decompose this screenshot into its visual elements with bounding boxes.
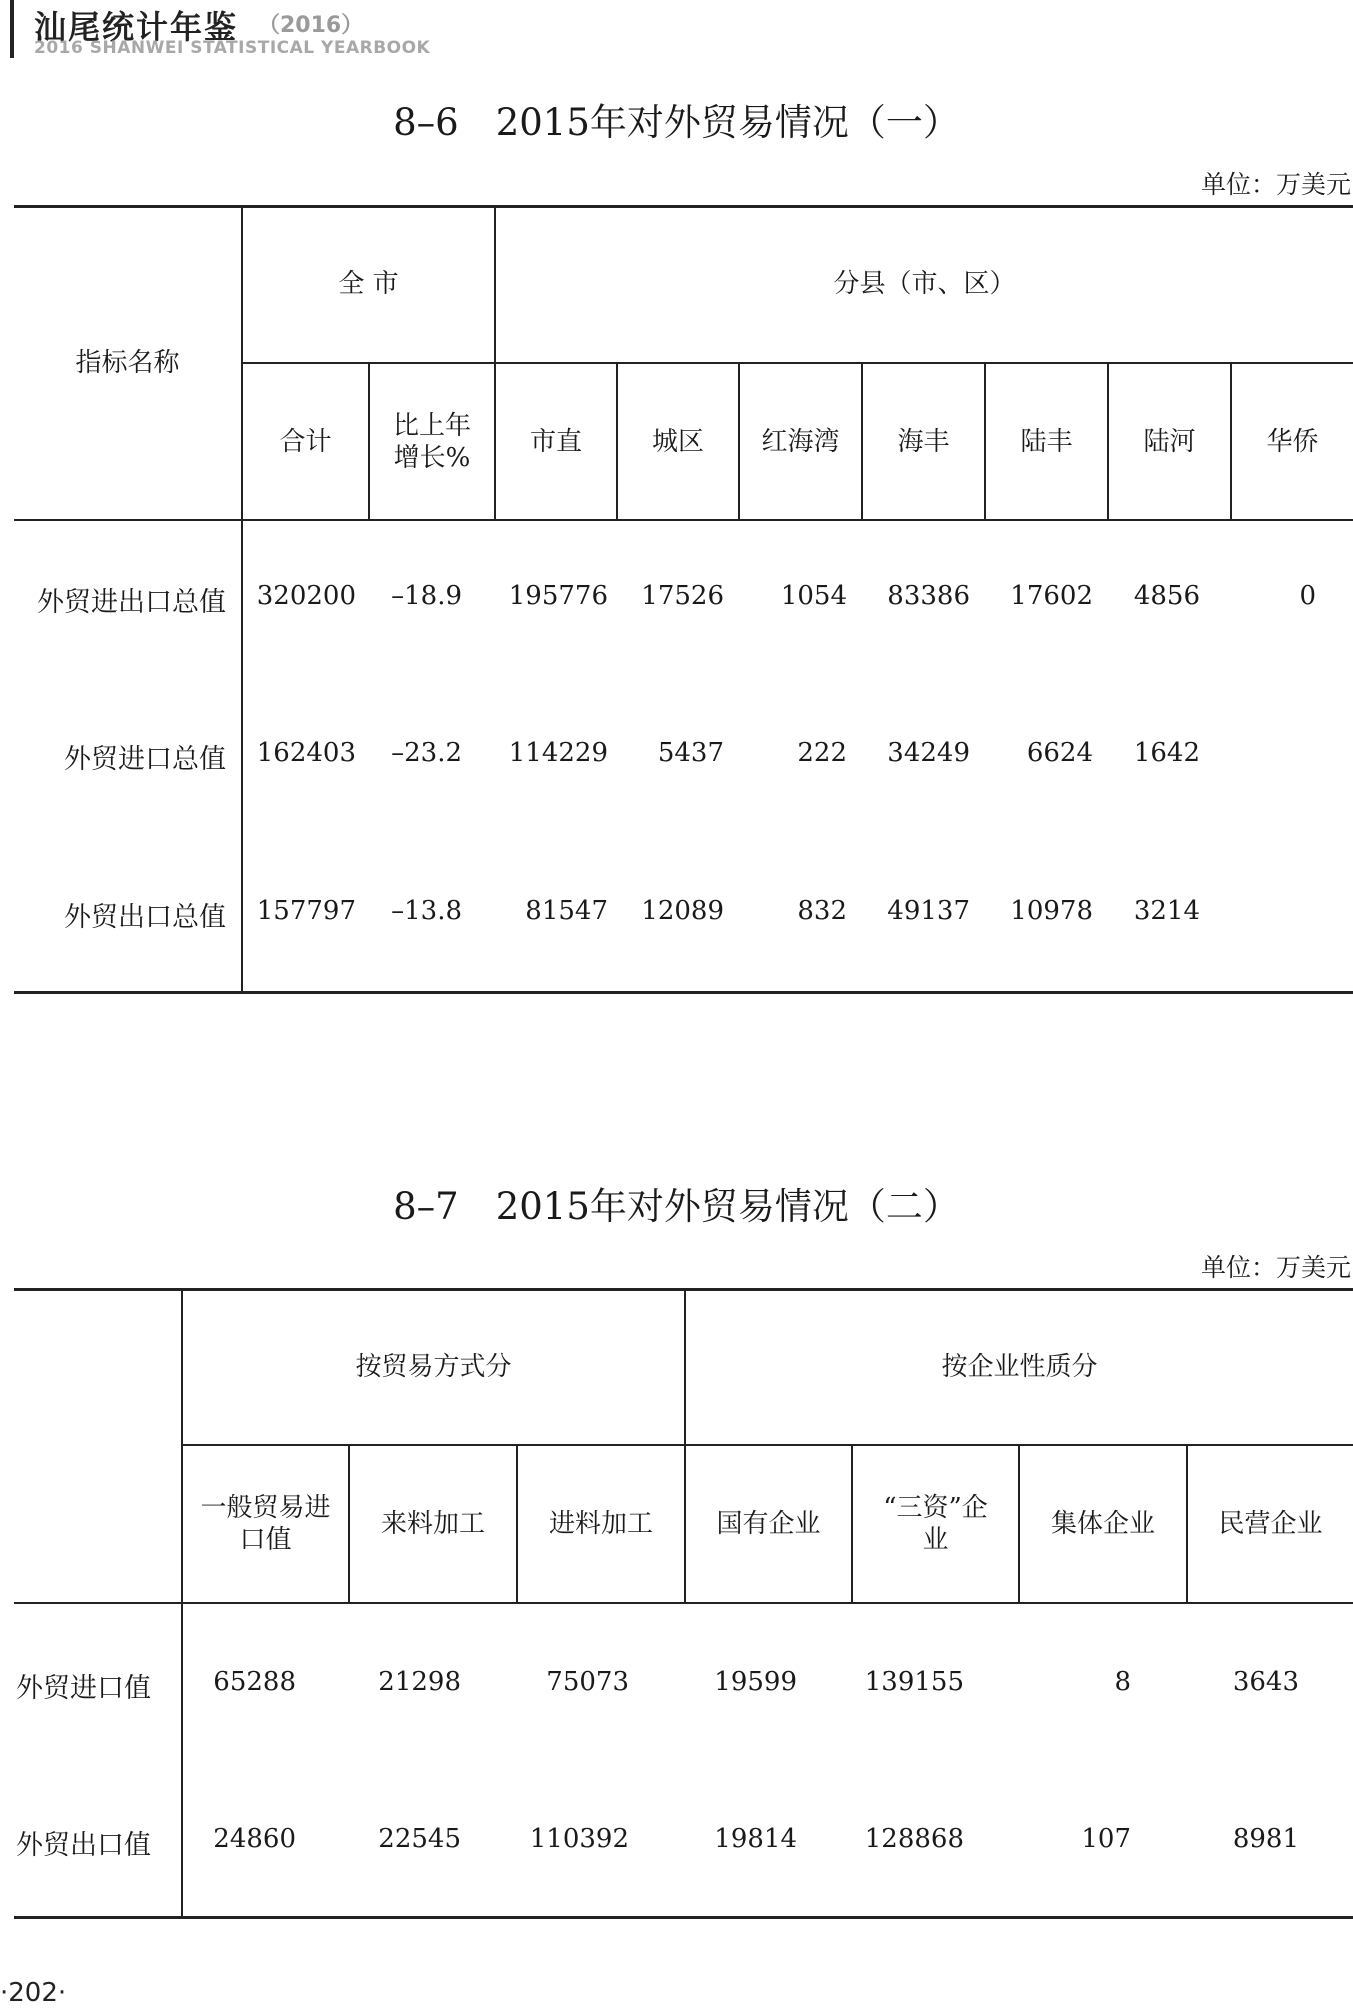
col-header: 集体企业 <box>1050 1509 1155 1539</box>
cell-value: 17602 <box>1010 581 1093 611</box>
group-county-header: 分县（市、区） <box>833 269 1016 299</box>
cell-value: 49137 <box>887 896 970 926</box>
cell-value: 3214 <box>1133 896 1200 926</box>
cell-value: 157797 <box>256 896 356 926</box>
cell-value: 8981 <box>1232 1824 1299 1854</box>
cell-value: 0 <box>1299 581 1316 611</box>
yearbook-title: 汕尾统计年鉴 <box>34 8 239 46</box>
cell-value: 114229 <box>508 738 608 768</box>
col-header: 来料加工 <box>380 1509 485 1539</box>
col-total-header: 合计 <box>279 426 332 457</box>
cell-value: 4856 <box>1133 581 1200 611</box>
table2-title: 8–7 2015年对外贸易情况（二） <box>393 1185 960 1228</box>
cell-value: 6624 <box>1026 738 1093 768</box>
cell-value: 10978 <box>1010 896 1093 926</box>
cell-value: 65288 <box>213 1667 296 1697</box>
col-header: “三资”企 业 <box>883 1493 988 1555</box>
group-trade-header: 按贸易方式分 <box>355 1352 512 1382</box>
table1-title: 8–6 2015年对外贸易情况（一） <box>393 101 960 144</box>
indicator-header: 指标名称 <box>75 347 180 378</box>
cell-value: 139155 <box>864 1667 964 1697</box>
cell-value: 24860 <box>213 1824 296 1854</box>
cell-value: –23.2 <box>391 738 462 768</box>
col-header: 一般贸易进 口值 <box>200 1493 331 1555</box>
cell-value: 222 <box>797 738 847 768</box>
col-county-header: 海丰 <box>897 426 950 457</box>
row-label: 外贸出口总值 <box>64 902 226 933</box>
cell-value: –18.9 <box>391 581 462 611</box>
col-header: 国有企业 <box>716 1509 821 1539</box>
cell-value: 8 <box>1114 1667 1131 1697</box>
cell-value: 12089 <box>641 896 724 926</box>
cell-value: 19814 <box>714 1824 797 1854</box>
row-label: 外贸进口值 <box>16 1673 151 1704</box>
group-enterprise-header: 按企业性质分 <box>941 1352 1098 1382</box>
cell-value: 128868 <box>864 1824 964 1854</box>
cell-value: 75073 <box>546 1667 629 1697</box>
cell-value: 320200 <box>256 581 356 611</box>
cell-value: 162403 <box>256 738 356 768</box>
yearbook-year: （2016） <box>258 13 364 38</box>
col-header: 民营企业 <box>1218 1509 1323 1539</box>
col-county-header: 陆河 <box>1143 426 1196 457</box>
cell-value: 1054 <box>780 581 847 611</box>
cell-value: 17526 <box>641 581 724 611</box>
page-number: ·202· <box>0 1978 67 2008</box>
col-county-header: 陆丰 <box>1020 426 1073 457</box>
cell-value: 81547 <box>525 896 608 926</box>
col-county-header: 市直 <box>529 426 582 457</box>
col-county-header: 华侨 <box>1266 426 1319 457</box>
cell-value: 21298 <box>378 1667 461 1697</box>
cell-value: –13.8 <box>391 896 462 926</box>
row-label: 外贸进出口总值 <box>37 587 226 618</box>
table2-unit: 单位：万美元 <box>1200 1253 1351 1282</box>
cell-value: 5437 <box>657 738 724 768</box>
col-county-header: 红海湾 <box>761 426 840 457</box>
cell-value: 34249 <box>887 738 970 768</box>
cell-value: 3643 <box>1232 1667 1299 1697</box>
cell-value: 832 <box>797 896 847 926</box>
header-bar <box>10 0 14 58</box>
cell-value: 110392 <box>529 1824 629 1854</box>
row-label: 外贸出口值 <box>16 1830 151 1861</box>
table1-unit: 单位：万美元 <box>1200 170 1351 199</box>
cell-value: 19599 <box>714 1667 797 1697</box>
row-label: 外贸进口总值 <box>64 744 226 775</box>
cell-value: 1642 <box>1133 738 1200 768</box>
col-growth-header: 比上年 增长% <box>392 410 471 473</box>
group-city-header: 全 市 <box>338 269 399 299</box>
cell-value: 107 <box>1081 1824 1131 1854</box>
cell-value: 83386 <box>887 581 970 611</box>
yearbook-subtitle-en: 2016 SHANWEI STATISTICAL YEARBOOK <box>34 38 431 58</box>
cell-value: 195776 <box>508 581 608 611</box>
col-county-header: 城区 <box>651 426 704 457</box>
cell-value: 22545 <box>378 1824 461 1854</box>
col-header: 进料加工 <box>548 1509 653 1539</box>
